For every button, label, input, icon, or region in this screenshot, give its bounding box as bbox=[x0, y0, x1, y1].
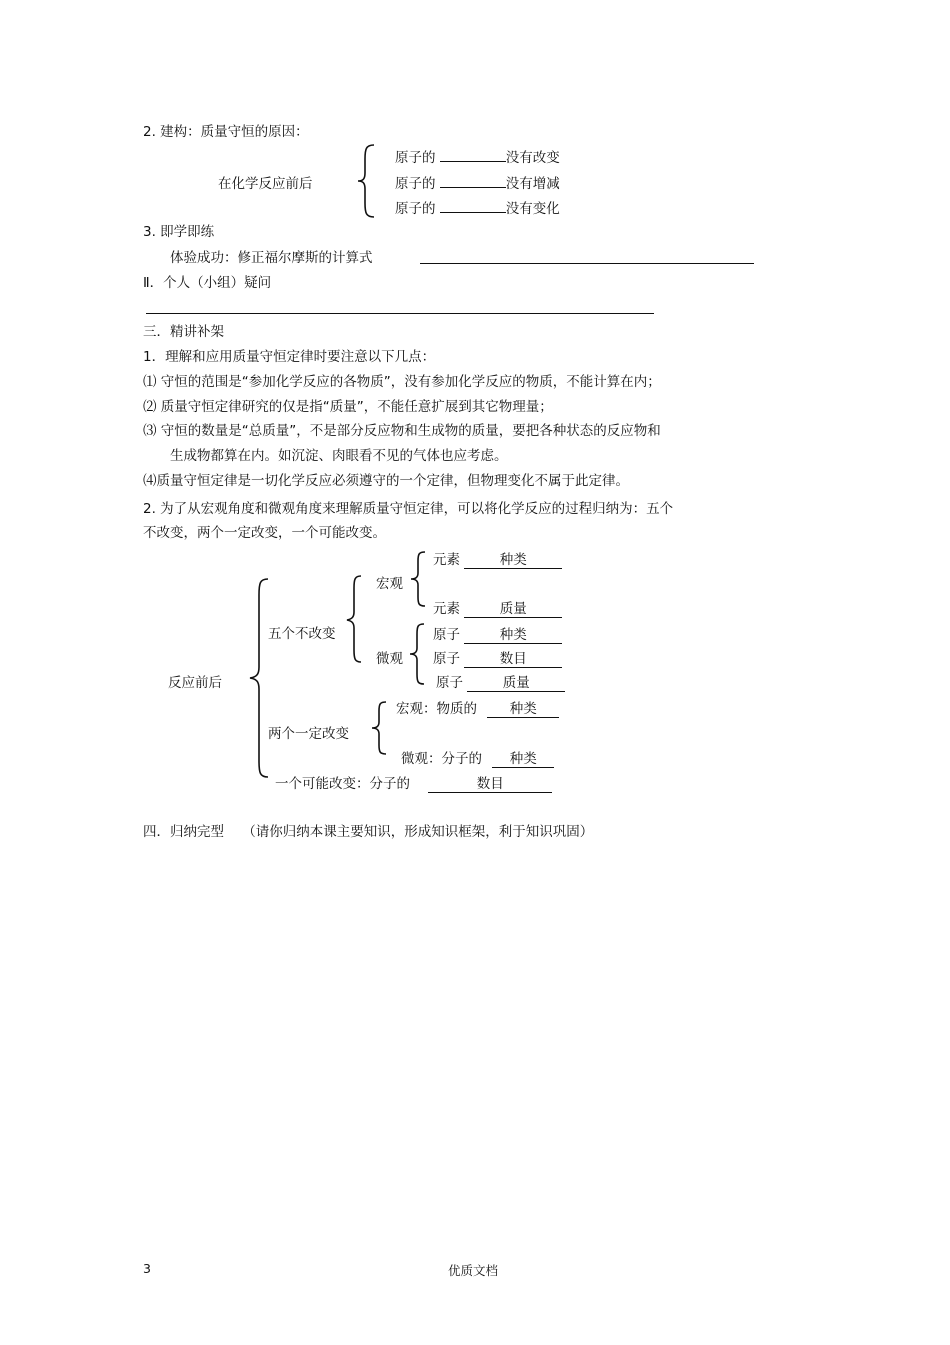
exercise-answer-line[interactable] bbox=[420, 263, 754, 264]
macro-label: 宏观 bbox=[376, 576, 403, 592]
part-4-heading: 四．归纳完型 bbox=[143, 824, 224, 840]
section-2-item-1: 原子的 没有改变 bbox=[395, 150, 560, 166]
part-4-note: （请你归纳本课主要知识，形成知识框架，利于知识巩固） bbox=[242, 824, 594, 840]
section-2-left-label: 在化学反应前后 bbox=[218, 176, 313, 192]
micro-item-1: 原子 种类 bbox=[433, 623, 562, 644]
micro-item-2: 原子 数目 bbox=[433, 647, 562, 668]
macro-brace bbox=[409, 550, 429, 608]
answer-blank: 种类 bbox=[492, 751, 554, 768]
section-2-brace bbox=[356, 143, 380, 219]
answer-blank[interactable] bbox=[440, 187, 506, 188]
note-3: ⑶ 守恒的数量是“总质量”，不是部分反应物和生成物的质量，要把各种状态的反应物和 bbox=[143, 423, 661, 439]
questions-heading: Ⅱ．个人（小组）疑问 bbox=[143, 275, 272, 291]
answer-blank: 数目 bbox=[428, 776, 552, 793]
page-number: 3 bbox=[143, 1261, 151, 1276]
two-changed-label: 两个一定改变 bbox=[268, 726, 349, 742]
micro-label: 微观 bbox=[376, 651, 403, 667]
answer-blank: 种类 bbox=[487, 701, 559, 718]
two-item-1: 宏观：物质的 种类 bbox=[396, 697, 559, 718]
note-4: ⑷质量守恒定律是一切化学反应必须遵守的一个定律，但物理变化不属于此定律。 bbox=[143, 473, 629, 489]
answer-blank: 数目 bbox=[464, 651, 562, 668]
exercise-text: 体验成功：修正福尔摩斯的计算式 bbox=[170, 250, 373, 266]
note-1: ⑴ 守恒的范围是“参加化学反应的各物质”，没有参加化学反应的物质，不能计算在内； bbox=[143, 374, 661, 390]
two-brace bbox=[370, 700, 390, 756]
diagram-root: 反应前后 bbox=[168, 675, 222, 691]
questions-answer-line[interactable] bbox=[146, 313, 654, 314]
note-3-continued: 生成物都算在内。如沉淀、肉眼看不见的气体也应考虑。 bbox=[170, 448, 508, 464]
part-3-heading: 三．精讲补架 bbox=[143, 324, 224, 340]
answer-blank: 质量 bbox=[464, 601, 562, 618]
section-2-item-2: 原子的 没有增减 bbox=[395, 176, 560, 192]
section-2-heading: 2. 建构：质量守恒的原因： bbox=[143, 124, 309, 140]
point-2-line-1: 2. 为了从宏观角度和微观角度来理解质量守恒定律，可以将化学反应的过程归纳为：五个 bbox=[143, 501, 674, 517]
macro-item-1: 元素 种类 bbox=[433, 548, 562, 569]
point-2-line-2: 不改变，两个一定改变，一个可能改变。 bbox=[143, 525, 386, 541]
section-2-item-3: 原子的 没有变化 bbox=[395, 201, 560, 217]
macro-item-2: 元素 质量 bbox=[433, 597, 562, 618]
section-3-heading: 3. 即学即练 bbox=[143, 224, 215, 240]
five-unchanged-label: 五个不改变 bbox=[268, 626, 336, 642]
answer-blank[interactable] bbox=[440, 212, 506, 213]
answer-blank: 质量 bbox=[467, 675, 565, 692]
note-2: ⑵ 质量守恒定律研究的仅是指“质量”，不能任意扩展到其它物理量； bbox=[143, 399, 553, 415]
five-brace bbox=[345, 574, 365, 664]
one-possible-change: 一个可能改变：分子的 数目 bbox=[275, 772, 552, 793]
point-1: 1．理解和应用质量守恒定律时要注意以下几点： bbox=[143, 349, 436, 365]
micro-item-3: 原子 质量 bbox=[436, 671, 565, 692]
micro-brace bbox=[408, 622, 428, 686]
two-item-2: 微观：分子的 种类 bbox=[401, 747, 554, 768]
part-4 bbox=[143, 820, 593, 840]
root-brace bbox=[248, 577, 272, 779]
answer-blank: 种类 bbox=[464, 552, 562, 569]
answer-blank: 种类 bbox=[464, 627, 562, 644]
answer-blank[interactable] bbox=[440, 161, 506, 162]
footer-text: 优质文档 bbox=[448, 1263, 499, 1278]
